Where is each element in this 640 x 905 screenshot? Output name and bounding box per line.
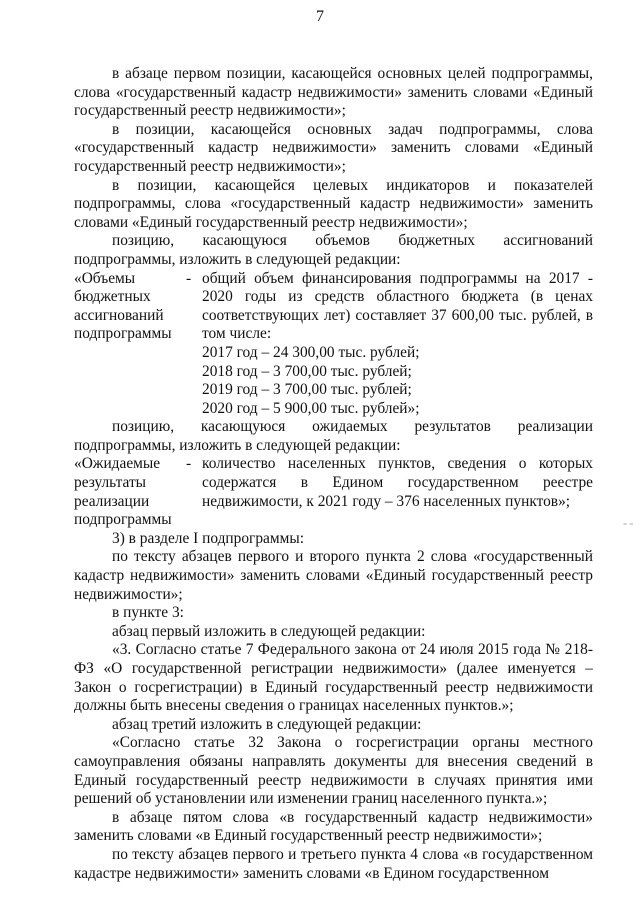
paragraph: в абзаце первом позиции, касающейся основных целей подпрограммы, слова «государственный кадастр недвижимости» заменить словами «Единый государственный реестр недвижимости»; [74,65,593,120]
budget-cell [202,270,593,419]
budget-year: 2019 год – 3 700,00 тыс. рублей; [202,381,412,399]
budget-label: «Объемы бюджетных ассигнований подпрограммы [74,269,172,343]
paragraph: абзац первый изложить в следующей редакции: [112,622,426,640]
paragraph: «3. Согласно статье 7 Федерального закона от 24 июля 2015 года № 218-ФЗ «О государственной регистрации недвижимости» (далее именуется – Закон о госрегистрации) в Единый государственный реестр недвижимости должны быть внесены сведения о границах населенных пунктов.»; [74,641,593,715]
paragraph: «Согласно статье 32 Закона о госрегистрации органы местного самоуправления обязаны направлять документы для внесения сведений в Единый государственный реестр недвижимости в случаях принятия ими решений об установлении или изменении границ населенного пункта.»; [74,734,593,808]
budget-year: 2018 год – 3 700,00 тыс. рублей; [202,362,412,380]
budget-table [74,270,593,419]
results-dash: - [186,455,192,473]
results-table [74,455,593,529]
paragraph: позицию, касающуюся объемов бюджетных ассигнований подпрограммы, изложить в следующей редакции: [74,232,593,268]
paragraph: абзац третий изложить в следующей редакции: [112,715,422,733]
budget-text: общий объем финансирования подпрограммы на 2017 - 2020 годы из средств областного бюджета (в ценах соответствующих лет) составляет 37 600,00 тыс. рублей, в том числе: [202,269,593,343]
paragraph: в позиции, касающейся целевых индикаторов и показателей подпрограммы, слова «государственный кадастр недвижимости» заменить словами «Единый государственный реестр недвижимости»; [74,176,593,231]
paragraph: в позиции, касающейся основных задач подпрограммы, слова «государственный кадастр недвижимости» заменить словами «Единый государственный реестр недвижимости»; [74,120,593,175]
budget-year: 2017 год – 24 300,00 тыс. рублей; [202,343,420,361]
paragraph: по тексту абзацев первого и второго пункта 2 слова «государственный кадастр недвижимости» заменить словами «Единый государственный реестр недвижимости»; [74,548,593,603]
page-number: 7 [316,8,324,25]
results-label: «Ожидаемые результаты реализации подпрограммы [74,455,172,529]
scan-edge-mark: ¦ [623,523,634,526]
paragraph: по тексту абзацев первого и третьего пункта 4 слова «в государственном кадастре недвижимости» заменить словами «в Едином государственном [74,845,593,882]
paragraph: позицию, касающуюся ожидаемых результатов реализации подпрограммы, изложить в следующей редакции: [74,418,593,454]
budget-dash: - [186,269,192,287]
paragraph: 3) в разделе I подпрограммы: [112,529,304,547]
budget-year: 2020 год – 5 900,00 тыс. рублей»; [202,399,420,417]
document-body [74,65,593,883]
results-text: количество населенных пунктов, сведения о которых содержатся в Едином государственном реестре недвижимости, к 2021 году – 376 населенных пунктов»; [202,455,593,510]
paragraph: в пункте 3: [112,604,184,622]
paragraph: в абзаце пятом слова «в государственный кадастр недвижимости» заменить словами «в Единый государственный реестр недвижимости»; [74,808,593,845]
